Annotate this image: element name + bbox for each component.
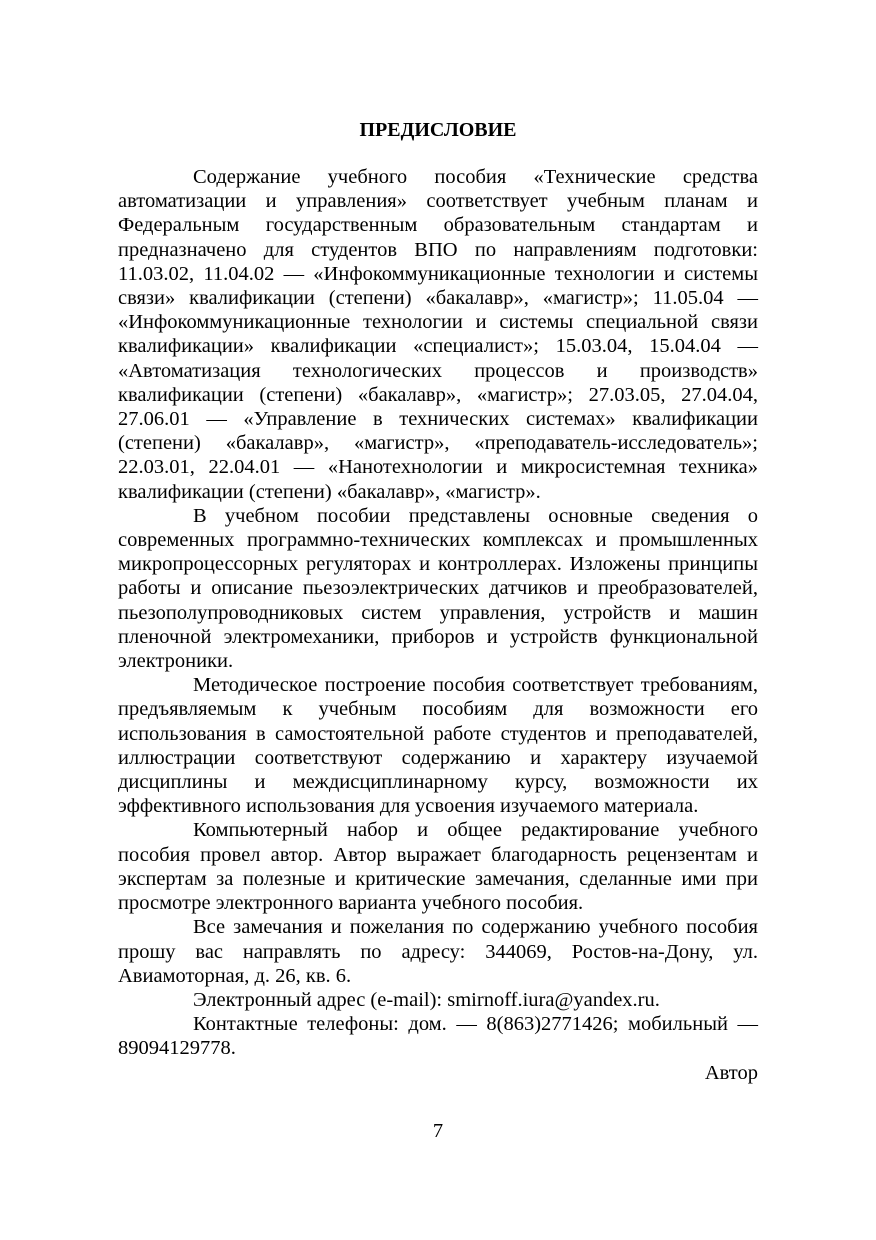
paragraph-acknowledgement: Компьютерный набор и общее редактирование учебного пособия провел автор. Автор выражает благодарность рецензентам и экспертам за полезные и критические замечания, сделанные ими при просмотре электронного варианта учебного пособия. [118,819,758,915]
document-page [118,0,758,1240]
paragraph-contents: В учебном пособии представлены основные сведения о современных программно-технических комплексах и промышленных микропроцессорных регуляторах и контроллерах. Изложены принципы работы и описание пьезоэлектрических датчиков и преобразователей, пьезополупроводниковых систем управления, устройств и машин пленочной электромеханики, приборов и устройств функциональной электроники. [118,504,758,673]
author-signature: Автор [704,1061,758,1084]
body-text [118,165,758,1085]
page-heading: ПРЕДИСЛОВИЕ [359,119,517,141]
paragraph-phones: Контактные телефоны: дом. — 8(863)2771426; мобильный — 89094129778. [118,1013,758,1060]
page-number: 7 [432,1120,444,1142]
paragraph-methodology: Методическое построение пособия соответствует требованиям, предъявляемым к учебным пособиям для возможности его использования в самостоятельной работе студентов и преподавателей, иллюстрации соответствуют содержанию и характеру изучаемой дисциплины и междисциплинарному курсу, возможности их эффективного использования для усвоения изучаемого материала. [118,674,758,818]
paragraph-purpose: Содержание учебного пособия «Технические средства автоматизации и управления» соответствует учебным планам и Федеральным государственным образовательным стандартам и предназначено для студентов ВПО по направлениям подготовки: 11.03.02, 11.04.02 — «Инфокоммуникационные технологии и системы связи» квалификации (степени) «бакалавр», «магистр»; 11.05.04 — «Инфокоммуникационные технологии и системы специальной связи квалификации» квалификации «специалист»; 15.03.04, 15.04.04 — «Автоматизация технологических процессов и производств» квалификации (степени) «бакалавр», «магистр»; 27.03.05, 27.04.04, 27.06.01 — «Управление в технических системах» квалификации (степени) «бакалавр», «магистр», «преподаватель-исследователь»; 22.03.01, 22.04.01 — «Нанотехнологии и микросистемная техника» квалификации (степени) «бакалавр», «магистр». [118,166,758,503]
paragraph-postal-address: Все замечания и пожелания по содержанию учебного пособия прошу вас направлять по адресу: 344069, Ростов-на-Дону, ул. Авиамоторная, д. 26, кв. 6. [118,916,758,987]
paragraph-email: Электронный адрес (e-mail): smirnoff.iura@yandex.ru. [193,988,660,1011]
